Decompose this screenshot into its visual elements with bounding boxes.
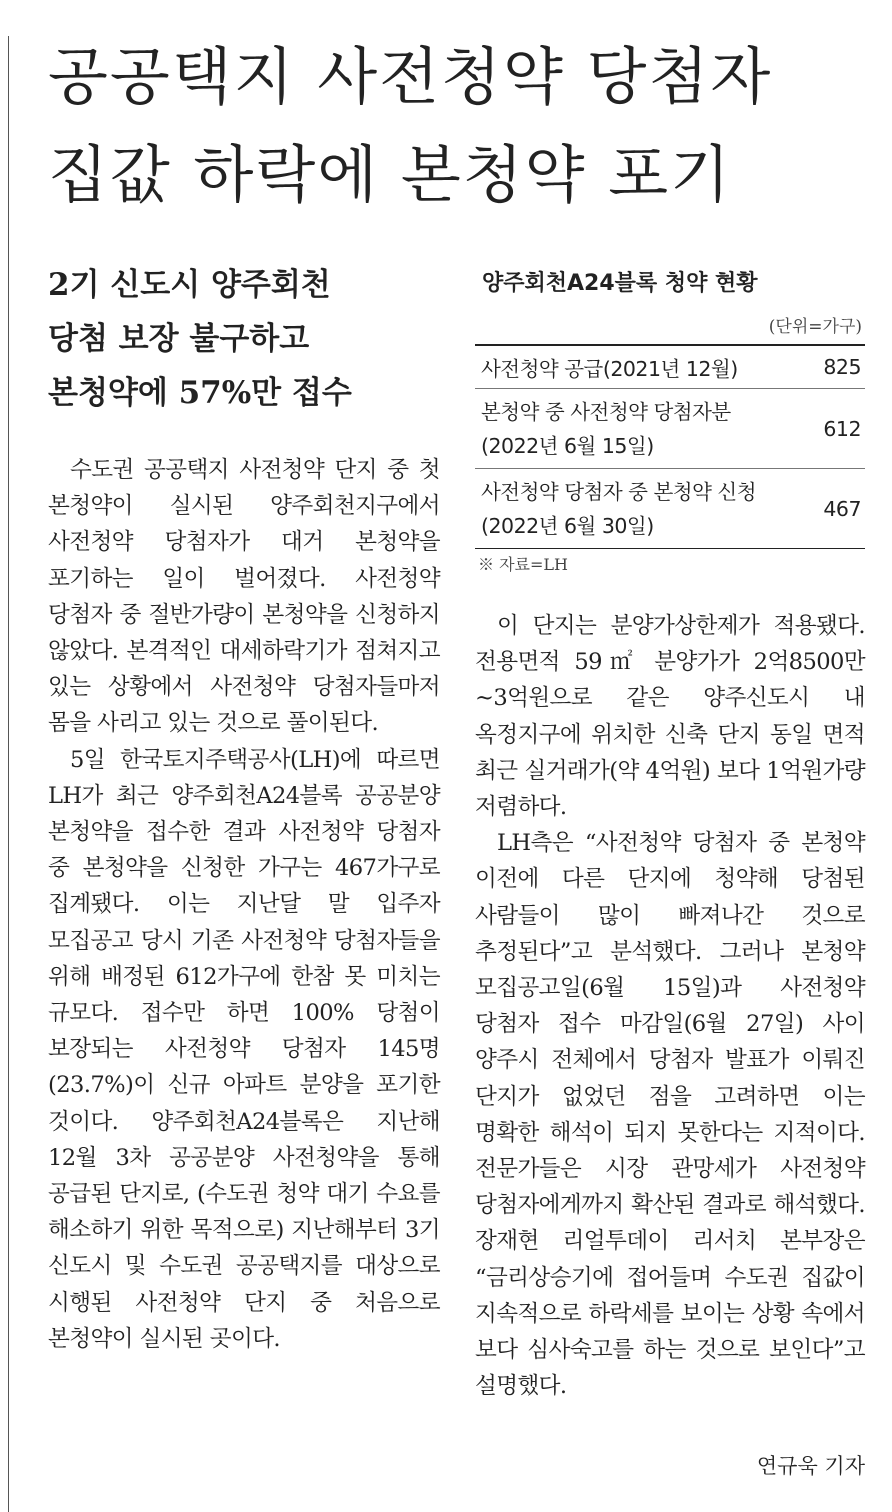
table-unit: (단위=가구) xyxy=(768,317,862,337)
body-paragraph: 5일 한국토지주택공사(LH)에 따르면 LH가 최근 양주회천A24블록 공공분양 본청약을 접수한 결과 사전청약 당첨자 중 본청약을 신청한 가구는 467가구로 집계됐다. 이는 지난달 말 입주자 모집공고 당시 기존 사전청약 당첨자들을 위해 배정된 612가구에 한참 못 미치는 규모다. 접수만 하면 100% 당첨이 보장되는 사전청약 당첨자 145명(23.7%)이 신규 아파트 분양을 포기한 것이다. 양주회천A24블록은 지난해 12월 3차 공공분양 사전청약을 통해 공급된 단지로, (수도권 청약 대기 수요를 해소하기 위한 목적으로) 지난해부터 3기 신도시 및 수도권 공공택지를 대상으로 시행된 사전청약 단지 중 처음으로 본청약이 실시된 곳이다. xyxy=(48,746,440,1352)
table-row-label xyxy=(475,469,799,549)
table-title: 양주회천A24블록 청약 현황 xyxy=(482,271,758,296)
table-row-label xyxy=(475,345,799,389)
table-row xyxy=(475,469,865,549)
body-paragraph: 이 단지는 분양가상한제가 적용됐다. 전용면적 59㎡ 분양가가 2억8500만~3억원으로 같은 양주신도시 내 옥정지구에 위치한 신축 단지 동일 면적 최근 실거래가(약 4억원) 보다 1억원가량 저렴하다. xyxy=(475,613,865,821)
table-source: ※ 자료=LH xyxy=(478,555,568,574)
byline: 연규욱 기자 xyxy=(756,1454,865,1478)
table-row xyxy=(475,389,865,469)
subhead-2: 당첨 보장 불구하고 xyxy=(48,321,310,357)
row-label-date: (2022년 6월 30일) xyxy=(481,513,654,538)
body-paragraph: 수도권 공공택지 사전청약 단지 중 첫 본청약이 실시된 양주회천지구에서 사전청약 당첨자가 대거 본청약을 포기하는 일이 벌어졌다. 사전청약 당첨자 중 절반가량이 본청약을 신청하지 않았다. 본격적인 대세하락기가 점쳐지고 있는 상황에서 사전청약 당첨자들마저 몸을 사리고 있는 것으로 풀이된다. xyxy=(48,457,440,737)
subhead-3: 본청약에 57%만 접수 xyxy=(48,375,352,411)
headline xyxy=(48,28,888,224)
subscription-status-table xyxy=(475,344,865,549)
row-label-date: (2022년 6월 15일) xyxy=(481,433,654,458)
table-row-value: 612 xyxy=(799,389,865,469)
row-label-text: 사전청약 공급(2021년 12월) xyxy=(481,357,738,381)
table-row-value: 825 xyxy=(823,355,861,379)
body-paragraph: LH측은 “사전청약 당첨자 중 본청약 이전에 다른 단지에 청약해 당첨된 사람들이 많이 빠져나간 것으로 추정된다”고 분석했다. 그러나 본청약 모집공고일(6월 15일)과 사전청약 당첨자 접수 마감일(6월 27일) 사이 양주시 전체에서 당첨자 발표가 이뤄진 단지가 없었던 점을 고려하면 이는 명확한 해석이 되지 못한다는 지적이다. 전문가들은 시장 관망세가 사전청약 당첨자에게까지 확산된 결과로 해석했다. 장재현 리얼투데이 리서치 본부장은 “금리상승기에 접어들며 수도권 집값이 지속적으로 하락세를 보이는 상황 속에서 보다 심사숙고를 하는 것으로 보인다”고 설명했다. xyxy=(475,830,865,1400)
headline-line-2: 집값 하락에 본청약 포기 xyxy=(48,138,733,211)
left-column-rule xyxy=(8,36,9,1512)
subheadlines xyxy=(48,258,458,420)
body-column-right xyxy=(475,608,865,1404)
table-row-value: 467 xyxy=(799,469,865,549)
table-row xyxy=(475,345,865,389)
body-column-left xyxy=(48,452,440,1357)
row-label-text: 본청약 중 사전청약 당첨자분 xyxy=(481,399,731,424)
table-row-label xyxy=(475,389,799,469)
row-label-text: 사전청약 당첨자 중 본청약 신청 xyxy=(481,479,757,504)
headline-line-1: 공공택지 사전청약 당첨자 xyxy=(48,40,773,113)
subhead-1: 2기 신도시 양주회천 xyxy=(48,267,331,303)
